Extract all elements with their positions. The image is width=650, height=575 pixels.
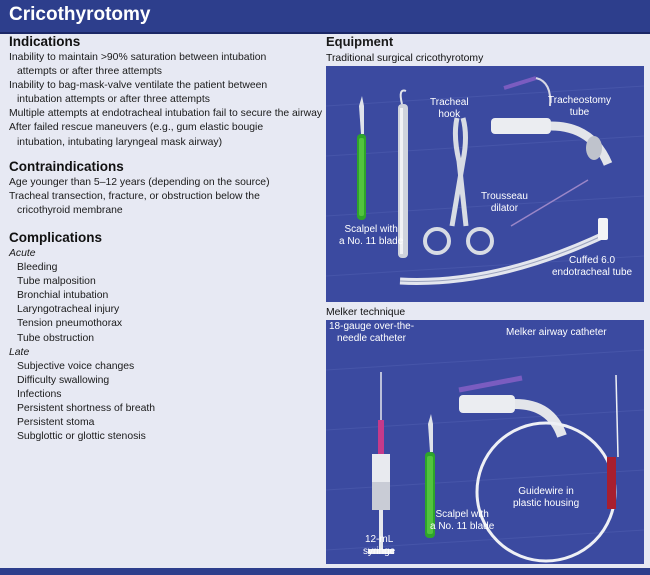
list-line: Inability to bag-mask-valve ventilate the patient between [9, 80, 268, 92]
melker-label: Melker technique [326, 307, 406, 318]
caption-needle-catheter: 18-gauge over-the- needle catheter [329, 321, 415, 344]
list-item: Persistent shortness of breath [17, 403, 156, 415]
caption-scalpel-melker: Scalpel with a No. 11 blade [430, 509, 495, 532]
late-label: Late [9, 346, 30, 358]
list-line: After failed rescue maneuvers (e.g., gum elastic bougie [9, 122, 264, 134]
list-item: Tension pneumothorax [17, 318, 123, 330]
list-item: Bronchial intubation [17, 290, 109, 302]
complications-heading: Complications [9, 230, 103, 245]
caption-trousseau-dilator: Trousseau dilator [481, 191, 528, 214]
acute-list [9, 261, 155, 346]
caption-syringe: 12-mL syringe [363, 534, 396, 557]
caption-tracheal-hook: Tracheal hook [430, 97, 469, 120]
list-item: Tube malposition [17, 276, 96, 288]
list-item: Subjective voice changes [17, 360, 135, 372]
caption-endotracheal-tube: Cuffed 6.0 endotracheal tube [552, 255, 633, 278]
contraindications-list [9, 176, 270, 218]
list-line: intubation, intubating laryngeal mask airway) [17, 136, 223, 148]
page-title: Cricothyrotomy [9, 4, 151, 25]
bottom-bar [0, 568, 650, 575]
list-item: Bleeding [17, 262, 58, 274]
list-line: intubation attempts or after three attempts [17, 94, 210, 106]
list-line: Tracheal transection, fracture, or obstruction below the [9, 191, 260, 203]
caption-guidewire: Guidewire in plastic housing [513, 486, 580, 509]
complications-section [9, 230, 155, 444]
list-item: Tube obstruction [17, 332, 95, 344]
acute-label: Acute [9, 248, 36, 259]
indications-section [9, 34, 322, 150]
list-item: Difficulty swallowing [17, 374, 110, 386]
list-item: Laryngotracheal injury [17, 304, 120, 316]
late-list [9, 360, 155, 445]
list-line: cricothyroid membrane [17, 205, 123, 217]
traditional-photo [326, 66, 644, 302]
list-item: Subglottic or glottic stenosis [17, 431, 146, 443]
list-item: Infections [17, 388, 62, 400]
list-line: Inability to maintain >90% saturation between intubation [9, 52, 267, 63]
equipment-heading: Equipment [326, 34, 394, 49]
caption-scalpel-traditional: Scalpel with a No. 11 blade [339, 224, 404, 247]
indications-list [9, 51, 322, 150]
contraindications-section [9, 159, 270, 218]
contraindications-heading: Contraindications [9, 159, 124, 174]
list-line: Multiple attempts at endotracheal intubation fail to secure the airway [9, 108, 323, 120]
caption-tracheostomy-tube: Tracheostomy tube [548, 95, 611, 118]
list-line: attempts or after three attempts [17, 66, 162, 78]
list-line: Age younger than 5–12 years (depending on the source) [9, 177, 270, 188]
melker-photo [326, 320, 644, 564]
title-bar [0, 0, 650, 34]
indications-heading: Indications [9, 34, 81, 49]
list-item: Persistent stoma [17, 417, 95, 429]
traditional-label: Traditional surgical cricothyrotomy [326, 53, 484, 64]
caption-melker-catheter: Melker airway catheter [506, 327, 607, 338]
